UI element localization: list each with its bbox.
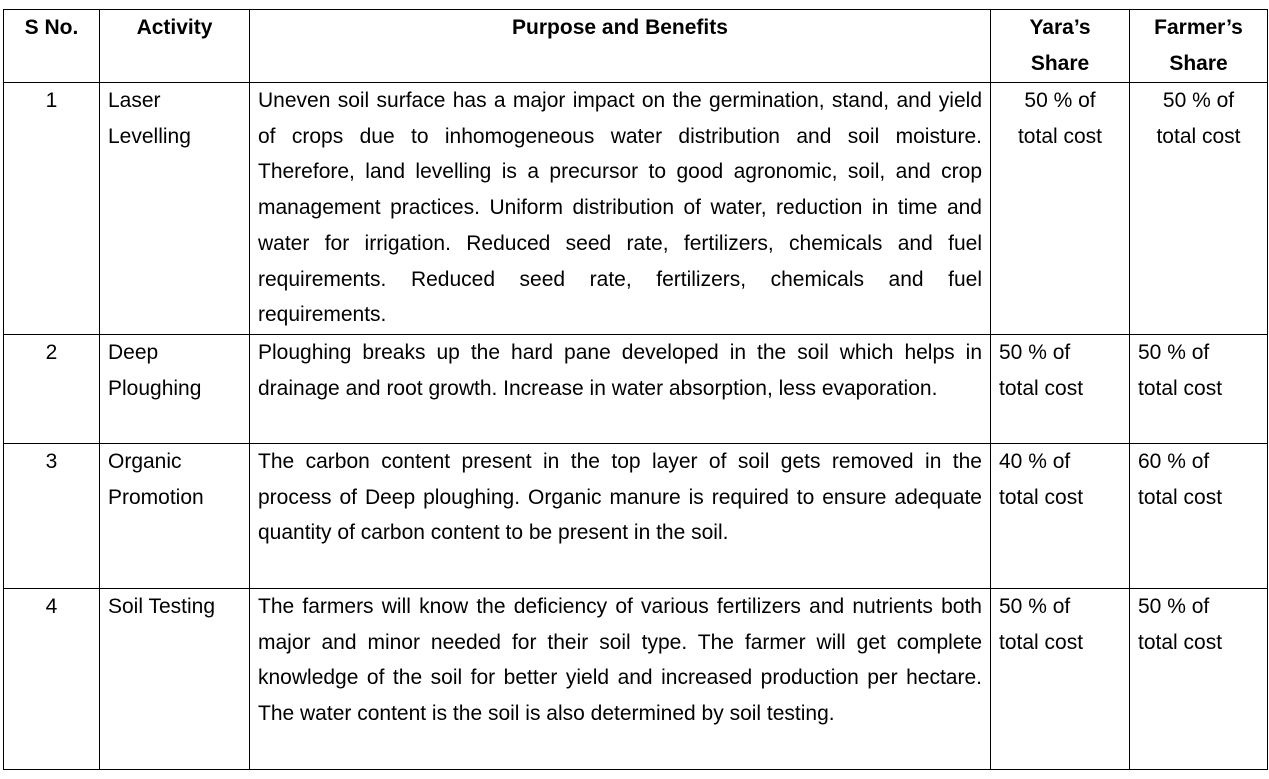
row-farmer-share [1130, 444, 1268, 589]
row-activity-line1: Laser [108, 89, 161, 112]
row-sno: 2 [4, 335, 100, 444]
row-sno: 3 [4, 444, 100, 589]
row-yara-share-line2: total cost [999, 485, 1084, 509]
row-farmer-share-line1: 50 % of [1138, 341, 1210, 364]
row-activity [100, 83, 250, 335]
row-sno: 4 [4, 589, 100, 770]
row-activity [100, 335, 250, 444]
row-yara-share [991, 589, 1130, 770]
row-farmer-share [1130, 83, 1268, 335]
row-farmer-share [1130, 589, 1268, 770]
row-farmer-share-line1: 60 % of [1138, 450, 1210, 473]
header-activity: Activity [100, 10, 250, 83]
row-yara-share-line2: total cost [1017, 124, 1103, 148]
row-activity-line1: Soil Testing [108, 595, 216, 618]
table-row [4, 589, 1268, 770]
header-farmer-share-line2: Share [1169, 51, 1228, 75]
header-yara-share-line2: Share [1030, 51, 1090, 75]
table-row [4, 444, 1268, 589]
row-farmer-share-line2: total cost [1138, 630, 1223, 654]
header-yara-share [991, 10, 1130, 83]
header-farmer-share-line1: Farmer’s [1154, 16, 1243, 39]
header-sno: S No. [4, 10, 100, 83]
row-yara-share-line1: 50 % of [999, 595, 1071, 618]
row-purpose: The carbon content present in the top layer of soil gets removed in the process of Deep ploughing. Organic manure is required to ensure adequate quantity of carbon content to be present in the soil. [250, 444, 991, 589]
table-row [4, 83, 1268, 335]
row-activity-line2: Levelling [108, 124, 191, 148]
header-yara-share-line1: Yara’s [1029, 16, 1091, 39]
row-yara-share [991, 83, 1130, 335]
header-farmer-share [1130, 10, 1268, 83]
row-farmer-share-line1: 50 % of [1162, 89, 1235, 112]
row-activity-line1: Deep [108, 341, 159, 364]
row-purpose: Uneven soil surface has a major impact on the germination, stand, and yield of crops due to inhomogeneous water distribution and soil moisture. Therefore, land levelling is a precursor to good agronomic, soil, and crop management practices. Uniform distribution of water, reduction in time and water for irrigation. Reduced seed rate, fertilizers, chemicals and fuel requirements. Reduced seed rate, fertilizers, chemicals and fuel requirements. [250, 83, 991, 335]
table-header-row [4, 10, 1268, 83]
row-purpose: Ploughing breaks up the hard pane developed in the soil which helps in drainage and root growth. Increase in water absorption, less evaporation. [250, 335, 991, 444]
row-farmer-share [1130, 335, 1268, 444]
row-activity-line1: Organic [108, 450, 182, 473]
row-yara-share-line2: total cost [999, 630, 1084, 654]
row-yara-share-line2: total cost [999, 376, 1084, 400]
row-yara-share [991, 335, 1130, 444]
row-purpose: The farmers will know the deficiency of various fertilizers and nutrients both major and minor needed for their soil type. The farmer will get complete knowledge of the soil for better yield and increased production per hectare. The water content is the soil is also determined by soil testing. [250, 589, 991, 770]
table-row [4, 335, 1268, 444]
row-farmer-share-line1: 50 % of [1138, 595, 1210, 618]
row-yara-share-line1: 50 % of [1024, 89, 1096, 112]
row-farmer-share-line2: total cost [1156, 124, 1241, 148]
header-purpose: Purpose and Benefits [250, 10, 991, 83]
row-activity [100, 444, 250, 589]
row-sno: 1 [4, 83, 100, 335]
row-yara-share [991, 444, 1130, 589]
row-activity [100, 589, 250, 770]
row-yara-share-line1: 50 % of [999, 341, 1071, 364]
cost-share-table [3, 9, 1268, 770]
row-farmer-share-line2: total cost [1138, 485, 1223, 509]
row-yara-share-line1: 40 % of [999, 450, 1071, 473]
row-activity-line2: Ploughing [108, 376, 202, 400]
row-activity-line2: Promotion [108, 485, 204, 509]
row-farmer-share-line2: total cost [1138, 376, 1223, 400]
